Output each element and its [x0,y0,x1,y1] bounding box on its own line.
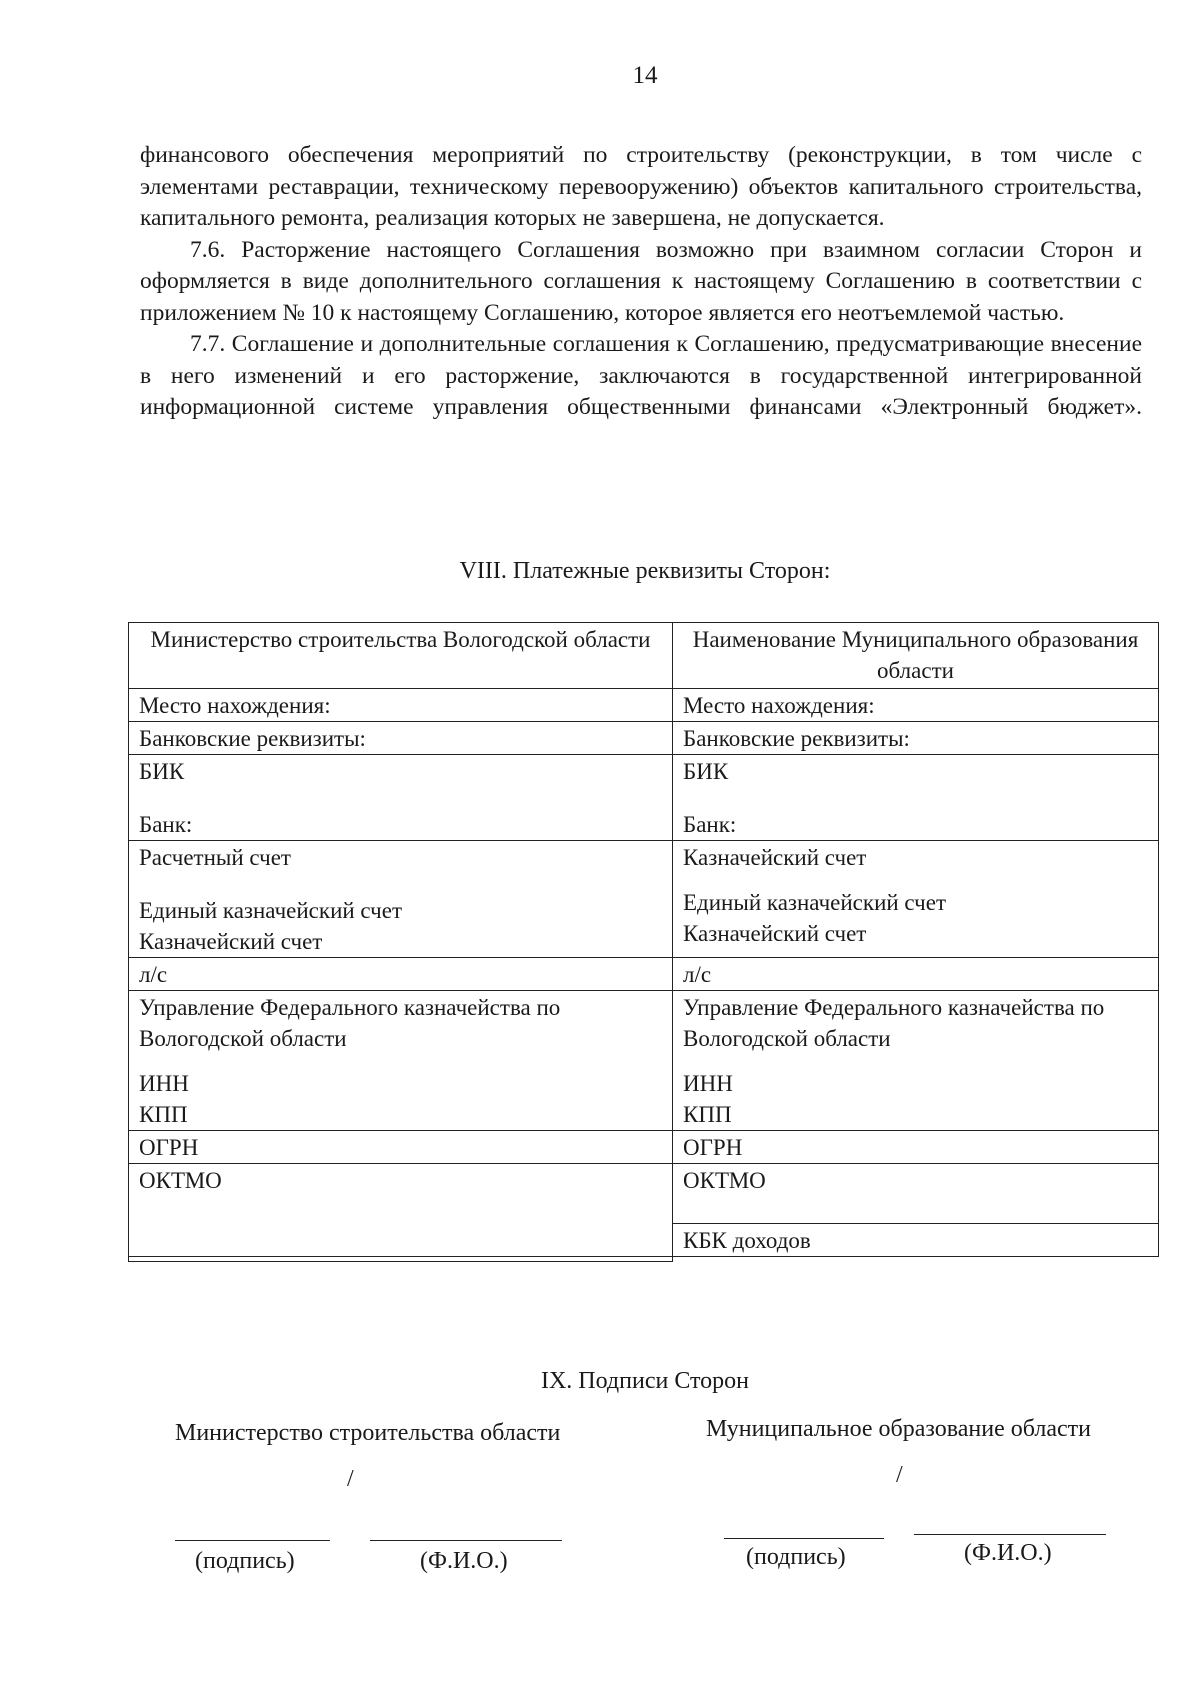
table-row [129,1164,1159,1224]
section-8-title: VIII. Платежные реквизиты Сторон: [459,558,831,584]
left-ufk-cell [129,991,673,1131]
left-header: Министерство строительства Вологодской области [129,623,673,689]
left-org-name: Министерство строительства области [175,1420,561,1446]
right-kpp: КПП [683,1102,732,1127]
left-bik-cell [129,755,673,841]
left-kpp: КПП [139,1102,188,1127]
table-row [129,1257,1159,1262]
table-row [129,958,1159,991]
right-name-caption: (Ф.И.О.) [964,1540,1052,1566]
table-row [129,841,1159,958]
left-location: Место нахождения: [129,689,673,722]
right-ls: л/с [673,958,1159,991]
right-account3: Казначейский счет [683,921,867,946]
left-name-line [370,1540,562,1541]
section-9-title: IX. Подписи Сторон [540,1368,750,1394]
paragraph-7-7: 7.7. Соглашение и дополнительные соглашения к Соглашению, предусматривающие внесение в него изменений и его расторжение, заключаются в государственной интегрированной информационной системе управления общественными финансами «Электронный бюджет». [140,331,1142,420]
table-row [129,755,1159,841]
left-oktmo: ОКТМО [129,1164,673,1257]
page-number: 14 [632,62,658,89]
table-row [129,623,1159,689]
right-account1: Казначейский счет [683,845,867,870]
left-ogrn: ОГРН [129,1131,673,1164]
table-row [129,689,1159,722]
left-account2: Единый казначейский счет [139,898,403,923]
right-name-line [914,1534,1106,1535]
right-empty-cell [673,1257,1159,1262]
left-ls: л/с [129,958,673,991]
right-bank: Банк: [683,812,737,837]
table-row [129,1131,1159,1164]
right-location: Место нахождения: [673,689,1159,722]
right-accounts-cell [673,841,1159,958]
table-row [129,991,1159,1131]
right-bik-cell [673,755,1159,841]
table-row [129,722,1159,755]
left-inn: ИНН [139,1071,189,1096]
right-header: Наименование Муниципального образования области [673,623,1159,689]
left-accounts-cell [129,841,673,958]
left-slash: / [347,1466,354,1492]
left-signature-caption: (подпись) [195,1548,295,1574]
right-bank-details: Банковские реквизиты: [673,722,1159,755]
left-signature-line [175,1540,330,1541]
right-inn: ИНН [683,1071,733,1096]
signature-block-right [706,1416,1176,1570]
right-ufk-cell [673,991,1159,1131]
left-empty-cell [129,1257,673,1262]
signature-block-left [175,1420,675,1574]
right-ufk: Управление Федерального казначейства по Вологодской области [683,995,1105,1051]
left-name-caption: (Ф.И.О.) [420,1548,508,1574]
left-account1: Расчетный счет [139,845,291,870]
requisites-table [128,622,1159,1262]
paragraph-continuation: финансового обеспечения мероприятий по строительству (реконструкции, в том числе с элементами реставрации, техническому перевооружению) объектов капитального строительства, капитального ремонта, реализация которых не завершена, не допускается. [140,142,1142,231]
right-signature-caption: (подпись) [746,1544,846,1570]
left-account3: Казначейский счет [139,929,323,954]
right-ogrn: ОГРН [673,1131,1159,1164]
left-bank-details: Банковские реквизиты: [129,722,673,755]
right-slash: / [896,1462,903,1488]
left-ufk: Управление Федерального казначейства по Вологодской области [139,995,561,1051]
body-text [140,140,1142,424]
right-org-name: Муниципальное образование области [706,1416,1091,1442]
right-signature-line [724,1538,884,1539]
right-kbk: КБК доходов [673,1224,1159,1257]
right-bik: БИК [683,759,729,784]
paragraph-7-6: 7.6. Расторжение настоящего Соглашения возможно при взаимном согласии Сторон и оформляется в виде дополнительного соглашения к настоящему Соглашению в соответствии с приложением № 10 к настоящему Соглашению, которое является его неотъемлемой частью. [140,236,1142,326]
left-bik: БИК [139,759,185,784]
right-oktmo: ОКТМО [673,1164,1159,1224]
left-bank: Банк: [139,812,193,837]
right-account2: Единый казначейский счет [683,890,947,915]
